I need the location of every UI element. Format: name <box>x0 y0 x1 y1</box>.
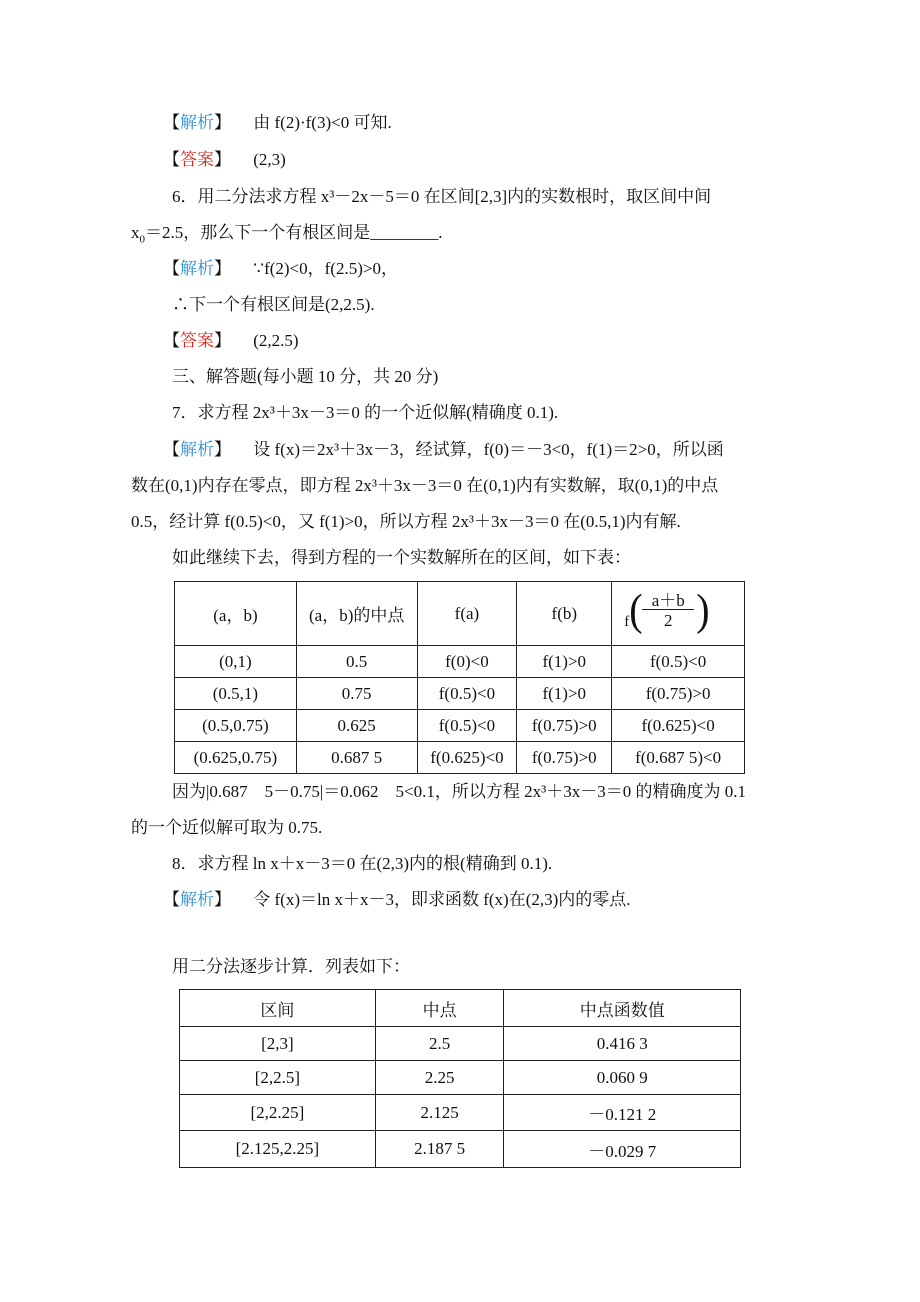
table-cell: f(0.75)>0 <box>517 710 612 742</box>
analysis-tag: 解析 <box>180 259 214 278</box>
fraction-numerator: a＋b <box>651 591 685 610</box>
table-cell: 0.625 <box>296 710 417 742</box>
fraction-bar <box>642 609 694 610</box>
table-header-cell: (a，b)的中点 <box>296 582 417 646</box>
table-cell: f(0.687 5)<0 <box>612 742 745 774</box>
fraction-denominator: 2 <box>663 611 673 630</box>
table-cell: f(0.5)<0 <box>417 678 517 710</box>
table-cell: f(0.625)<0 <box>417 742 517 774</box>
section-heading: 三、解答题(每小题 10 分，共 20 分) <box>172 367 439 386</box>
table-cell: 0.060 9 <box>504 1061 741 1095</box>
q7-table <box>174 581 745 774</box>
answer-tag: 答案 <box>180 331 214 350</box>
table-cell: －0.029 7 <box>504 1131 741 1168</box>
q7-analysis-line2: 数在(0,1)内存在零点，即方程 2x³＋3x－3＝0 在(0,1)内有实数解，取(0,1)的中点 <box>131 476 719 495</box>
table-cell: f(0.5)<0 <box>417 710 517 742</box>
q5-answer-text: (2,3) <box>253 150 286 169</box>
q7-continue: 如此继续下去，得到方程的一个实数解所在的区间，如下表： <box>172 548 631 567</box>
table-cell: (0.5,0.75) <box>175 710 297 742</box>
q6-x: x <box>131 223 140 242</box>
analysis-tag: 解析 <box>180 113 214 132</box>
q7-analysis-text1: 设 f(x)＝2x³＋3x－3，经试算，f(0)＝－3<0，f(1)＝2>0，所以函 <box>253 440 724 459</box>
table-cell: (0.625,0.75) <box>175 742 297 774</box>
table-cell: 2.5 <box>375 1027 504 1061</box>
table-header-row <box>180 990 741 1027</box>
table-cell: f(0.625)<0 <box>612 710 745 742</box>
table-header-cell: f(a) <box>417 582 517 646</box>
answer-tag: 答案 <box>180 150 214 169</box>
q5-analysis-line: 【解析】 由 f(2)·f(3)<0 可知. <box>163 113 392 132</box>
q6-x-sub: 0 <box>139 233 145 246</box>
q6-question-line1: 6．用二分法求方程 x³－2x－5＝0 在区间[2,3]内的实数根时，取区间中间 <box>172 187 712 206</box>
table-row <box>180 1061 741 1095</box>
table-cell: f(0.5)<0 <box>612 646 745 678</box>
table-cell: [2,2.25] <box>180 1095 376 1131</box>
table-cell: (0.5,1) <box>175 678 297 710</box>
analysis-tag: 解析 <box>180 440 214 459</box>
table-cell: (0,1) <box>175 646 297 678</box>
table-cell: 2.125 <box>375 1095 504 1131</box>
left-paren-icon: ( <box>629 584 643 635</box>
table-cell: 2.25 <box>375 1061 504 1095</box>
table-header-cell: 中点 <box>375 990 504 1027</box>
right-paren-icon: ) <box>696 584 710 635</box>
q7-because-line2: 的一个近似解可取为 0.75. <box>131 818 323 837</box>
q6-analysis-line: 【解析】 ∵f(2)<0，f(2.5)>0， <box>163 259 398 278</box>
q8-analysis-line: 【解析】 令 f(x)＝ln x＋x－3，即求函数 f(x)在(2,3)内的零点. <box>163 890 631 909</box>
q5-analysis-text: 由 f(2)·f(3)<0 可知. <box>253 113 392 132</box>
q7-analysis-line3: 0.5，经计算 f(0.5)<0，又 f(1)>0，所以方程 2x³＋3x－3＝0 在(0.5,1)内有解. <box>131 512 681 531</box>
table-row <box>180 1131 741 1168</box>
table-cell: 0.687 5 <box>296 742 417 774</box>
table-cell: 0.75 <box>296 678 417 710</box>
table-row <box>175 678 745 710</box>
analysis-tag: 解析 <box>180 890 214 909</box>
q6-conclusion: ∴下一个有根区间是(2,2.5). <box>172 295 375 314</box>
table-cell: f(1)>0 <box>517 646 612 678</box>
table-cell: [2.125,2.25] <box>180 1131 376 1168</box>
table-row <box>175 646 745 678</box>
q8-analysis-text: 令 f(x)＝ln x＋x－3，即求函数 f(x)在(2,3)内的零点. <box>253 890 631 909</box>
table-header-cell: f(b) <box>517 582 612 646</box>
table-cell: 2.187 5 <box>375 1131 504 1168</box>
table-cell: [2,3] <box>180 1027 376 1061</box>
table-cell: f(0.75)>0 <box>612 678 745 710</box>
q7-analysis-line1: 【解析】 设 f(x)＝2x³＋3x－3，经试算，f(0)＝－3<0，f(1)＝2>0，所以函 <box>163 440 724 459</box>
table-cell: f(0)<0 <box>417 646 517 678</box>
q8-table <box>179 989 741 1168</box>
q6-answer-text: (2,2.5) <box>253 331 299 350</box>
table-cell: 0.416 3 <box>504 1027 741 1061</box>
q6-analysis-text: ∵f(2)<0，f(2.5)>0， <box>253 259 398 278</box>
table-header-cell: 中点函数值 <box>504 990 741 1027</box>
table-row <box>180 1095 741 1131</box>
table-row <box>175 742 745 774</box>
midpoint-fraction <box>612 582 744 645</box>
table-cell: －0.121 2 <box>504 1095 741 1131</box>
table-cell: [2,2.5] <box>180 1061 376 1095</box>
table-cell: 0.5 <box>296 646 417 678</box>
q6-question-line2 <box>131 222 443 244</box>
q7-question: 7．求方程 2x³＋3x－3＝0 的一个近似解(精确度 0.1). <box>172 403 559 422</box>
table-cell: f(1)>0 <box>517 678 612 710</box>
q6-answer-line: 【答案】 (2,2.5) <box>163 331 299 350</box>
q5-answer-line: 【答案】 (2,3) <box>163 150 286 169</box>
q7-because-line1: 因为|0.687 5－0.75|＝0.062 5<0.1，所以方程 2x³＋3x－3＝0 的精确度为 0.1 <box>172 782 746 801</box>
q8-intro: 用二分法逐步计算．列表如下： <box>172 957 410 976</box>
table-header-row <box>175 582 745 646</box>
q8-question: 8．求方程 ln x＋x－3＝0 在(2,3)内的根(精确到 0.1). <box>172 854 553 873</box>
q6-line2-rest: ＝2.5，那么下一个有根区间是________. <box>145 223 443 242</box>
table-row <box>175 710 745 742</box>
table-row <box>180 1027 741 1061</box>
table-header-fraction-cell <box>612 582 745 646</box>
table-cell: f(0.75)>0 <box>517 742 612 774</box>
table-header-cell: 区间 <box>180 990 376 1027</box>
fraction-f: f <box>624 614 630 630</box>
table-header-cell: (a，b) <box>175 582 297 646</box>
